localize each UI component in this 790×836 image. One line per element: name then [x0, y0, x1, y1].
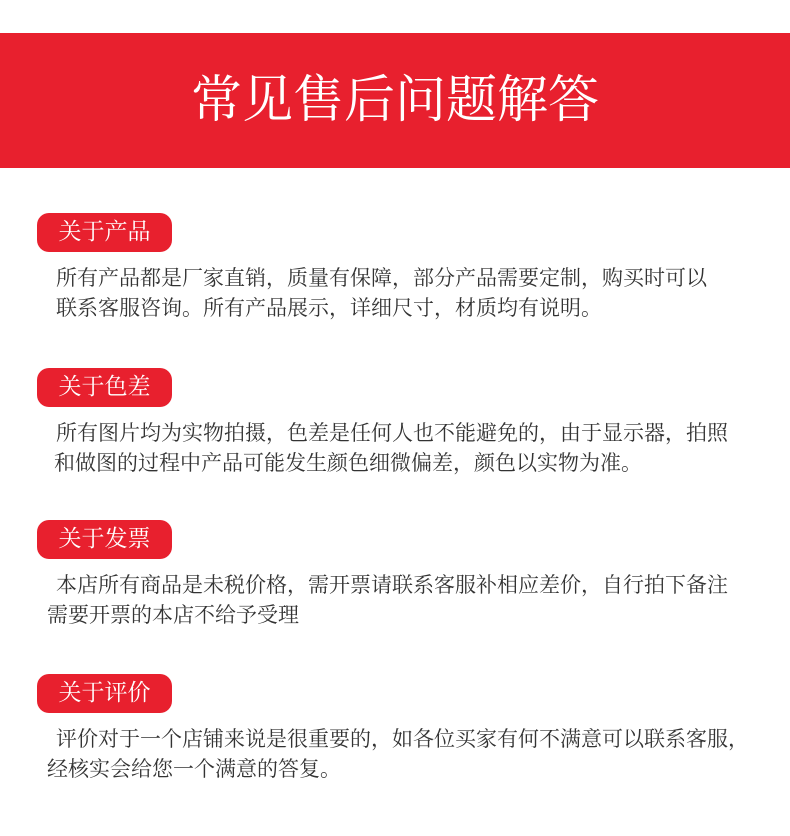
body-line: 本店所有商品是未税价格，需开票请联系客服补相应差价，自行拍下备注 [56, 573, 728, 597]
section-body [54, 418, 790, 478]
section-body [47, 570, 790, 630]
body-line: 评价对于一个店铺来说是很重要的，如各位买家有何不满意可以联系客服， [56, 727, 749, 751]
section-title: 关于色差 [58, 374, 151, 400]
section-title: 关于产品 [58, 219, 151, 245]
section-label-pill [37, 674, 172, 713]
faq-section-color-difference [0, 368, 790, 488]
section-body [47, 724, 790, 784]
page-title: 常见售后问题解答 [190, 71, 599, 130]
section-label-pill [37, 213, 172, 252]
section-label-pill [37, 520, 172, 559]
header-banner [0, 33, 790, 168]
body-line: 联系客服咨询。所有产品展示，详细尺寸，材质均有说明。 [56, 296, 602, 320]
body-line: 经核实会给您一个满意的答复。 [47, 757, 341, 781]
body-line: 和做图的过程中产品可能发生颜色细微偏差，颜色以实物为准。 [54, 451, 642, 475]
section-title: 关于评价 [58, 680, 151, 706]
faq-section-invoice [0, 520, 790, 640]
section-title: 关于发票 [58, 526, 151, 552]
faq-section-review [0, 674, 790, 794]
section-label-pill [37, 368, 172, 407]
section-body [56, 263, 790, 323]
body-line: 需要开票的本店不给予受理 [47, 603, 299, 627]
faq-section-product [0, 213, 790, 333]
body-line: 所有产品都是厂家直销，质量有保障，部分产品需要定制，购买时可以 [56, 266, 707, 290]
body-line: 所有图片均为实物拍摄，色差是任何人也不能避免的，由于显示器，拍照 [56, 421, 728, 445]
